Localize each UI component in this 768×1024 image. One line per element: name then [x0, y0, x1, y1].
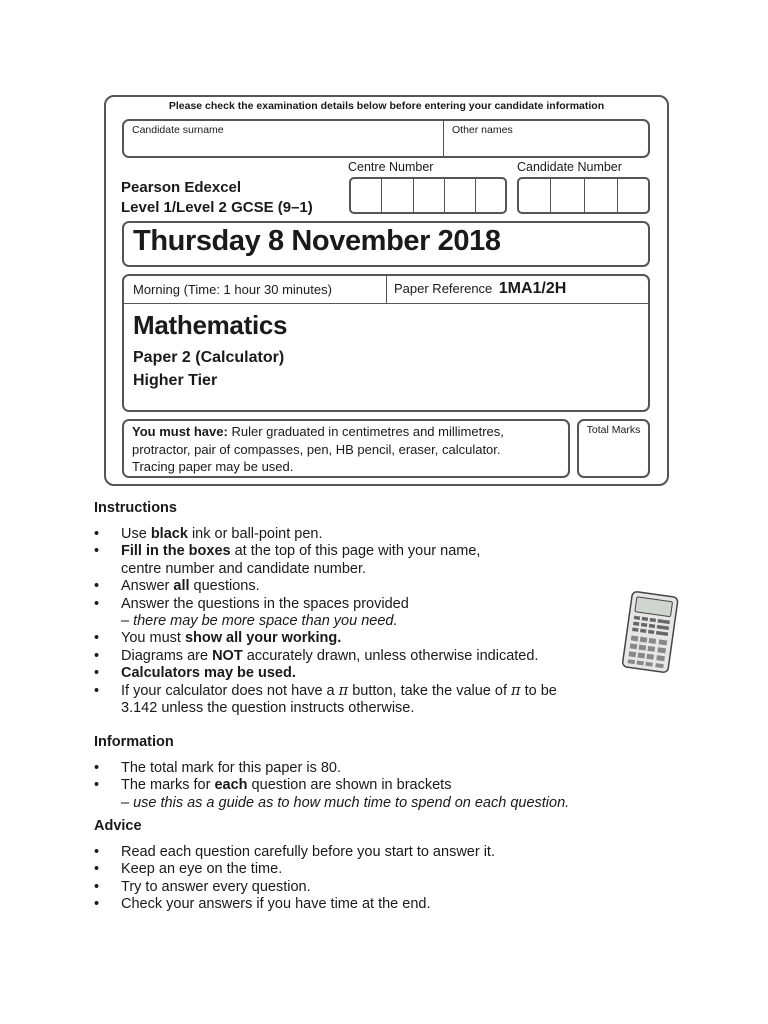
- list-item: • Answer all questions.: [94, 578, 614, 595]
- tier-name: Higher Tier: [133, 372, 218, 389]
- list-item: • Use black ink or ball-point pen.: [94, 526, 614, 543]
- list-item: • The marks for each question are shown in brackets – use this as a guide as to how much time to spend on each question.: [94, 777, 654, 812]
- other-names-field[interactable]: [443, 121, 648, 156]
- list-item: • Calculators may be used.: [94, 665, 614, 682]
- list-item: • The total mark for this paper is 80.: [94, 760, 654, 777]
- centre-digit-divider: [381, 179, 382, 212]
- qualification-level: Level 1/Level 2 GCSE (9–1): [121, 199, 313, 216]
- list-item: • Fill in the boxes at the top of this page with your name, centre number and candidate number.: [94, 543, 614, 578]
- list-item: • Keep an eye on the time.: [94, 861, 634, 878]
- information-heading: Information: [94, 734, 174, 750]
- requirements-box: [122, 419, 570, 478]
- advice-heading: Advice: [94, 818, 142, 834]
- list-item: • You must show all your working.: [94, 630, 614, 647]
- centre-digit-divider: [444, 179, 445, 212]
- list-item: • Check your answers if you have time at the end.: [94, 896, 634, 913]
- candidate-number-boxes[interactable]: [517, 177, 650, 214]
- paper-reference-label: Paper Reference: [394, 281, 493, 296]
- instructions-heading: Instructions: [94, 500, 177, 516]
- candidate-digit-divider: [617, 179, 618, 212]
- paper-reference: [394, 280, 566, 298]
- details-notice: Please check the examination details below before entering your candidate information: [168, 100, 605, 112]
- candidate-number-label: Candidate Number: [517, 160, 622, 174]
- other-names-label: Other names: [452, 124, 513, 136]
- advice-list: [94, 844, 634, 914]
- information-list: [94, 760, 654, 812]
- centre-number-boxes[interactable]: [349, 177, 507, 214]
- instructions-list: [94, 526, 614, 717]
- centre-number-label: Centre Number: [348, 160, 434, 174]
- total-marks-box: [577, 419, 650, 478]
- list-item: • Answer the questions in the spaces provided – there may be more space than you need.: [94, 596, 614, 631]
- centre-digit-divider: [413, 179, 414, 212]
- requirements-text: You must have: Ruler graduated in centimetres and millimetres, protractor, pair of compasses, pen, HB pencil, eraser, calculator. Tracing paper may be used.: [132, 424, 504, 474]
- list-item: • Read each question carefully before you start to answer it.: [94, 844, 634, 861]
- exam-date-box: [122, 221, 650, 267]
- paper-reference-value: 1MA1/2H: [498, 280, 567, 297]
- candidate-surname-field[interactable]: [124, 121, 440, 156]
- requirements-label: You must have:: [132, 424, 228, 439]
- paper-name: Paper 2 (Calculator): [133, 349, 285, 366]
- exam-board-name: Pearson Edexcel: [121, 179, 242, 196]
- list-item: • Try to answer every question.: [94, 879, 634, 896]
- total-marks-label: Total Marks: [586, 424, 641, 436]
- subject-title: Mathematics: [133, 310, 288, 340]
- exam-board: [121, 178, 313, 218]
- list-item: • Diagrams are NOT accurately drawn, unless otherwise indicated.: [94, 648, 614, 665]
- exam-session: Morning (Time: 1 hour 30 minutes): [133, 282, 332, 297]
- list-item: • If your calculator does not have a π button, take the value of π to be 3.142 unless the question instructs otherwise.: [94, 683, 614, 718]
- candidate-surname-label: Candidate surname: [132, 124, 224, 136]
- exam-date: Thursday 8 November 2018: [133, 225, 501, 257]
- paper-details-box: [122, 274, 650, 412]
- centre-digit-divider: [475, 179, 476, 212]
- candidate-digit-divider: [550, 179, 551, 212]
- calculator-icon: [618, 590, 682, 676]
- candidate-digit-divider: [584, 179, 585, 212]
